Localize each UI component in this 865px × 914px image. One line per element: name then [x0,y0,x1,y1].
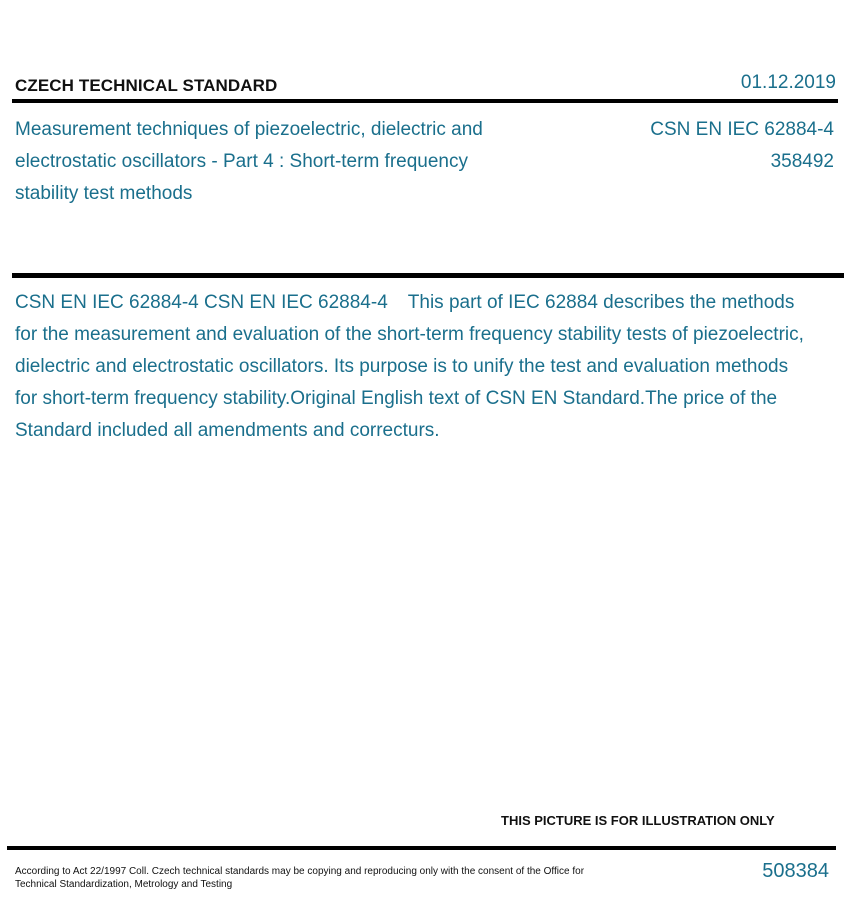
standard-title: Measurement techniques of piezoelectric, dielectric and electrostatic oscillators - Part 4 : Short-term frequency stability test methods [15,119,483,204]
title-divider [12,273,844,278]
footer-divider [7,846,836,850]
catalog-number: 358492 [770,151,834,172]
header-divider [12,99,838,103]
legal-notice: According to Act 22/1997 Coll. Czech technical standards may be copying and reproducing only with the consent of the Office for Technical Standardization, Metrology and Testing [15,866,585,890]
standard-type-heading: CZECH TECHNICAL STANDARD [15,76,278,95]
description-text: This part of IEC 62884 describes the methods for the measurement and evaluation of the short-term frequency stability tests of piezoelectric, dielectric and electrostatic oscillators. Its purpose is to unify the test and evaluation methods for short-term frequency stability.Original English text of CSN EN Standard.The price of the Standard included all amendments and correcturs. [15,292,804,441]
standard-description [15,287,805,447]
publication-date: 01.12.2019 [740,72,836,93]
footer-number: 508384 [762,860,829,882]
description-codes: CSN EN IEC 62884-4 CSN EN IEC 62884-4 [15,292,388,313]
illustration-disclaimer: THIS PICTURE IS FOR ILLUSTRATION ONLY [501,813,775,828]
standard-identifier [650,114,834,178]
standard-code: CSN EN IEC 62884-4 [650,119,834,140]
